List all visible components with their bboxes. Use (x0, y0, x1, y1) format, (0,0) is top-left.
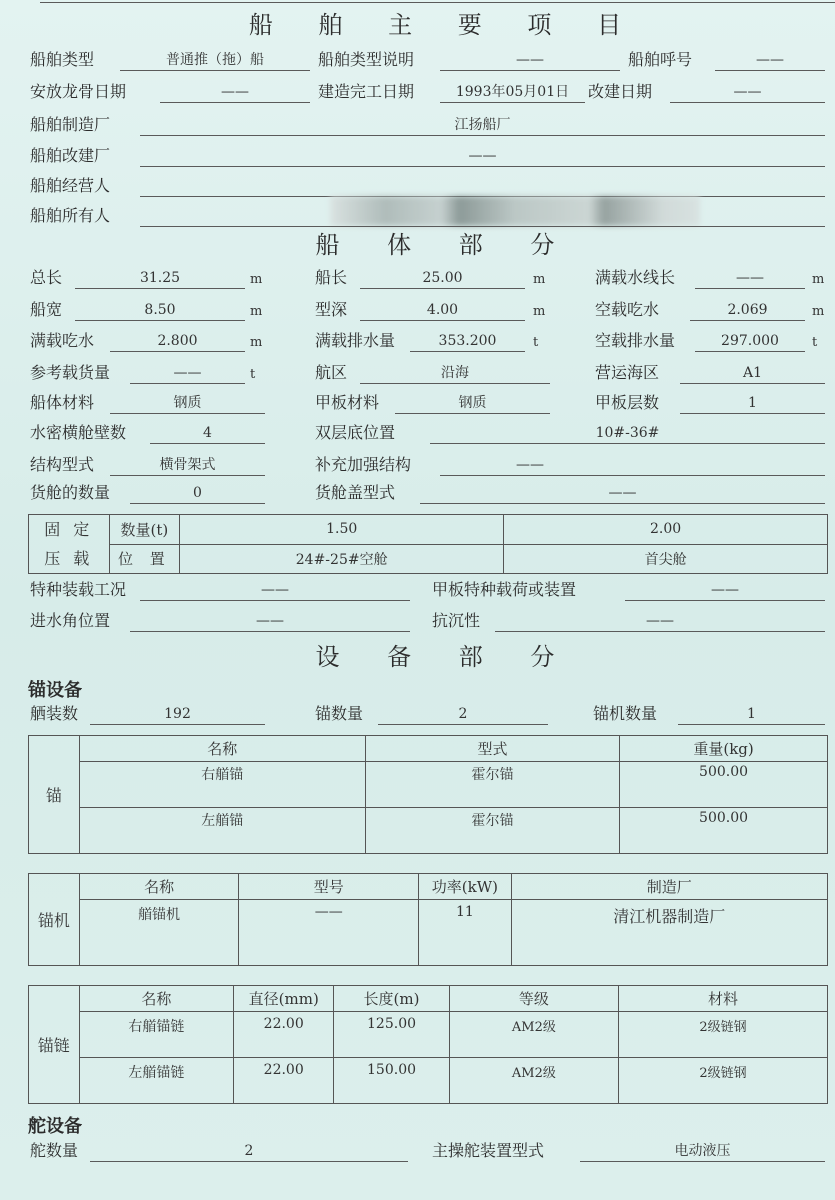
rudder-count-value: 2 (244, 1143, 254, 1159)
bulkheads-value: 4 (203, 425, 212, 441)
special-load-value: —— (261, 582, 289, 598)
completion-date-value: 1993年05月01日 (455, 84, 570, 100)
table-cell: 500.00 (620, 808, 828, 854)
underline (140, 600, 410, 601)
underline (695, 351, 805, 352)
table-cell: 150.00 (334, 1058, 449, 1104)
ballast-table (28, 514, 828, 574)
op-area-label: 营运海区 (595, 363, 660, 382)
steering-value: 电动液压 (674, 1143, 731, 1159)
windlass-col-maker: 制造厂 (511, 874, 827, 900)
ballast-qty-label: 数量(t) (109, 515, 180, 545)
call-sign-value: —— (756, 52, 784, 68)
anchor-col-name: 名称 (79, 736, 365, 762)
main-items-title: 船 舶 主 要 项 目 (248, 11, 622, 39)
underline (360, 288, 525, 289)
hull-material-value: 钢质 (173, 395, 202, 411)
double-bottom-value: 10#-36# (595, 425, 660, 441)
anchor-count-label: 锚数量 (315, 704, 364, 723)
underline (495, 631, 825, 632)
deck-material-value: 钢质 (458, 395, 487, 411)
breadth-label: 船宽 (30, 300, 63, 319)
underline (695, 288, 805, 289)
total-length-label: 总长 (30, 268, 63, 287)
chain-side-label: 锚链 (29, 986, 80, 1104)
underline (140, 135, 825, 136)
ref-cargo-value: —— (173, 365, 202, 381)
builder-label: 船舶制造厂 (30, 115, 111, 134)
table-cell: 清江机器制造厂 (511, 900, 827, 966)
underline (678, 724, 825, 725)
rudder-count-label: 舵数量 (30, 1141, 79, 1160)
unit: t (812, 335, 818, 350)
table-cell: 22.00 (234, 1058, 334, 1104)
underline (75, 320, 245, 321)
bulkheads-label: 水密横舱壁数 (30, 423, 127, 442)
light-draft-label: 空载吃水 (595, 300, 660, 319)
table-cell: 2级链钢 (619, 1012, 828, 1058)
depth-label: 型深 (315, 300, 348, 319)
underline (680, 413, 825, 414)
unit: t (533, 335, 539, 350)
underline (110, 351, 245, 352)
table-cell: AM2级 (449, 1058, 618, 1104)
ballast-label-line2: 压 载 (44, 549, 94, 568)
full-disp-label: 满载排水量 (315, 331, 396, 350)
unit: m (812, 272, 825, 287)
underline (715, 70, 825, 71)
depth-value: 4.00 (426, 302, 459, 318)
underline (430, 443, 825, 444)
ship-type-label: 船舶类型 (30, 50, 95, 69)
underline (130, 383, 245, 384)
deck-special-value: —— (711, 582, 739, 598)
hull-material-label: 船体材料 (30, 393, 95, 412)
table-cell: 左艏锚链 (79, 1058, 233, 1104)
flood-angle-value: —— (256, 613, 284, 629)
deck-layers-value: 1 (748, 395, 757, 411)
unit: t (250, 367, 256, 382)
light-draft-value: 2.069 (727, 302, 768, 318)
ref-cargo-label: 参考载货量 (30, 363, 111, 382)
table-cell: 左艏锚 (79, 808, 365, 854)
structure-label: 结构型式 (30, 455, 95, 474)
flood-angle-label: 进水角位置 (30, 611, 111, 630)
windlass-col-model: 型号 (239, 874, 419, 900)
table-cell: 艏锚机 (79, 900, 239, 966)
underline (110, 413, 265, 414)
underline (110, 475, 265, 476)
op-area-value: A1 (742, 365, 763, 381)
unit: m (250, 272, 263, 287)
chain-col-diameter: 直径(mm) (234, 986, 334, 1012)
holds-label: 货舱的数量 (30, 483, 111, 502)
underline (130, 503, 265, 504)
table-cell: 2级链钢 (619, 1058, 828, 1104)
underline (120, 70, 310, 71)
anchor-col-weight: 重量(kg) (620, 736, 828, 762)
breadth-value: 8.50 (144, 302, 176, 318)
underline (75, 288, 245, 289)
owner-label: 船舶所有人 (30, 206, 111, 225)
deck-layers-label: 甲板层数 (595, 393, 660, 412)
chain-col-name: 名称 (79, 986, 233, 1012)
chain-col-material: 材料 (619, 986, 828, 1012)
outfit-label: 舾装数 (30, 704, 79, 723)
table-cell: 霍尔锚 (365, 808, 619, 854)
table-cell: AM2级 (449, 1012, 618, 1058)
table-cell: 22.00 (234, 1012, 334, 1058)
outfit-value: 192 (164, 706, 191, 722)
light-disp-value: 297.000 (721, 333, 779, 349)
reinforce-value: —— (516, 457, 544, 473)
table-cell: 右艏锚 (79, 762, 365, 808)
ballast-qty-1: 1.50 (180, 515, 504, 545)
windlass-col-name: 名称 (79, 874, 239, 900)
table-cell: 霍尔锚 (365, 762, 619, 808)
underline (420, 503, 825, 504)
table-cell: 11 (419, 900, 512, 966)
ballast-label-line1: 固 定 (44, 520, 94, 539)
nav-area-value: 沿海 (441, 365, 469, 381)
rudder-heading: 舵设备 (28, 1116, 82, 1137)
ship-length-label: 船长 (315, 268, 348, 287)
underline (410, 351, 525, 352)
anchor-heading: 锚设备 (28, 680, 82, 701)
equipment-section-title: 设 备 部 分 (315, 643, 555, 671)
underline (140, 166, 825, 167)
light-disp-label: 空载排水量 (595, 331, 676, 350)
call-sign-label: 船舶呼号 (628, 50, 693, 69)
underline (625, 600, 825, 601)
completion-date-label: 建造完工日期 (318, 82, 415, 101)
unit: m (250, 304, 263, 319)
deck-special-label: 甲板特种载荷或装置 (432, 580, 577, 599)
ballast-qty-2: 2.00 (504, 515, 828, 545)
underline (440, 102, 585, 103)
underline (140, 226, 825, 227)
unit: m (812, 304, 825, 319)
unit: m (533, 272, 546, 287)
windlass-table (28, 873, 828, 966)
keel-date-value: —— (221, 84, 249, 100)
ballast-pos-1: 24#-25#空舱 (180, 544, 504, 574)
chain-col-length: 长度(m) (334, 986, 449, 1012)
underline (440, 70, 620, 71)
ballast-label (29, 515, 110, 574)
underline (670, 102, 825, 103)
unit: m (250, 335, 263, 350)
ballast-pos-label: 位 置 (109, 544, 180, 574)
redacted-owner-value (330, 196, 700, 226)
sink-label: 抗沉性 (432, 611, 481, 630)
hatch-value: —— (608, 485, 637, 501)
anchor-table (28, 735, 828, 854)
double-bottom-label: 双层底位置 (315, 423, 396, 442)
underline (580, 1161, 825, 1162)
underline (440, 475, 825, 476)
operator-label: 船舶经营人 (30, 176, 111, 195)
full-draft-label: 满载吃水 (30, 331, 95, 350)
unit: m (533, 304, 546, 319)
anchor-col-type: 型式 (365, 736, 619, 762)
reinforce-label: 补充加强结构 (315, 455, 412, 474)
structure-value: 横骨架式 (159, 457, 216, 473)
underline (160, 102, 310, 103)
waterline-length-label: 满载水线长 (595, 268, 676, 287)
ship-length-value: 25.00 (422, 270, 463, 286)
keel-date-label: 安放龙骨日期 (30, 82, 127, 101)
steering-label: 主操舵装置型式 (432, 1141, 545, 1160)
table-cell: —— (239, 900, 419, 966)
underline (395, 413, 550, 414)
windlass-count-label: 锚机数量 (593, 704, 658, 723)
windlass-count-value: 1 (747, 706, 756, 722)
underline (680, 383, 825, 384)
table-cell: 500.00 (620, 762, 828, 808)
ship-type-desc-label: 船舶类型说明 (318, 50, 415, 69)
table-cell: 右艏锚链 (79, 1012, 233, 1058)
nav-area-label: 航区 (315, 363, 348, 382)
rebuilder-label: 船舶改建厂 (30, 146, 111, 165)
hull-section-title: 船 体 部 分 (315, 231, 555, 259)
underline (378, 724, 548, 725)
ballast-pos-2: 首尖舱 (504, 544, 828, 574)
special-load-label: 特种装载工况 (30, 580, 127, 599)
top-rule (40, 2, 835, 3)
chain-table (28, 985, 828, 1104)
full-disp-value: 353.200 (438, 333, 497, 349)
table-cell: 125.00 (334, 1012, 449, 1058)
total-length-value: 31.25 (139, 270, 181, 286)
ship-type-value: 普通推（拖）船 (166, 52, 264, 68)
underline (690, 320, 805, 321)
underline (360, 320, 525, 321)
chain-col-grade: 等级 (449, 986, 618, 1012)
hatch-label: 货舱盖型式 (315, 483, 396, 502)
waterline-length-value: —— (736, 270, 764, 286)
full-draft-value: 2.800 (157, 333, 198, 349)
anchor-count-value: 2 (458, 706, 468, 722)
anchor-side-label: 锚 (29, 736, 80, 854)
underline (150, 443, 265, 444)
underline (130, 631, 410, 632)
ship-type-desc-value: —— (516, 52, 544, 68)
modify-date-value: —— (733, 84, 762, 100)
underline (90, 724, 265, 725)
underline (90, 1161, 408, 1162)
windlass-col-power: 功率(kW) (419, 874, 512, 900)
holds-value: 0 (193, 485, 202, 501)
underline (360, 383, 550, 384)
windlass-side-label: 锚机 (29, 874, 80, 966)
builder-value: 江扬船厂 (454, 117, 511, 133)
sink-value: —— (646, 613, 674, 629)
modify-date-label: 改建日期 (588, 82, 653, 101)
rebuilder-value: —— (468, 148, 497, 164)
deck-material-label: 甲板材料 (315, 393, 380, 412)
